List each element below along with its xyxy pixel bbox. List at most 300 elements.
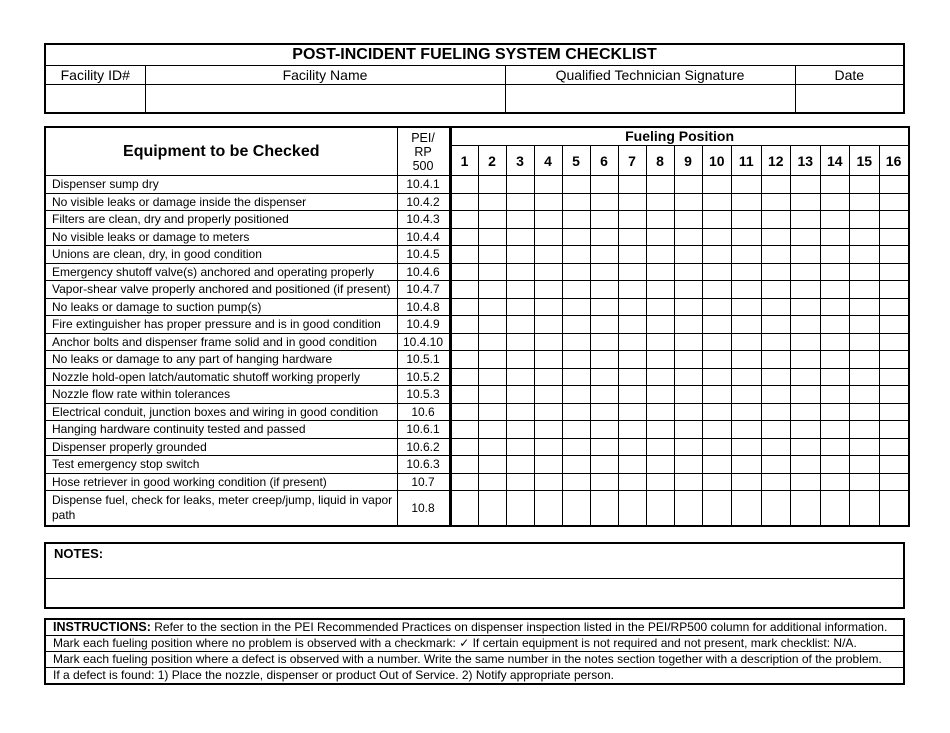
check-cell-position-5[interactable] <box>562 386 590 404</box>
check-cell-position-16[interactable] <box>879 281 909 299</box>
check-cell-position-3[interactable] <box>506 473 534 491</box>
check-cell-position-6[interactable] <box>590 438 618 456</box>
check-cell-position-4[interactable] <box>534 491 562 527</box>
check-cell-position-16[interactable] <box>879 228 909 246</box>
check-cell-position-15[interactable] <box>850 421 880 439</box>
check-cell-position-10[interactable] <box>702 193 732 211</box>
check-cell-position-4[interactable] <box>534 403 562 421</box>
check-cell-position-14[interactable] <box>820 176 850 194</box>
check-cell-position-2[interactable] <box>478 368 506 386</box>
check-cell-position-5[interactable] <box>562 176 590 194</box>
check-cell-position-8[interactable] <box>646 228 674 246</box>
check-cell-position-13[interactable] <box>791 368 821 386</box>
check-cell-position-9[interactable] <box>674 263 702 281</box>
check-cell-position-8[interactable] <box>646 298 674 316</box>
check-cell-position-11[interactable] <box>732 263 762 281</box>
check-cell-position-7[interactable] <box>618 263 646 281</box>
check-cell-position-10[interactable] <box>702 421 732 439</box>
check-cell-position-11[interactable] <box>732 298 762 316</box>
check-cell-position-4[interactable] <box>534 298 562 316</box>
check-cell-position-2[interactable] <box>478 263 506 281</box>
check-cell-position-15[interactable] <box>850 333 880 351</box>
check-cell-position-16[interactable] <box>879 473 909 491</box>
check-cell-position-6[interactable] <box>590 403 618 421</box>
check-cell-position-5[interactable] <box>562 333 590 351</box>
check-cell-position-2[interactable] <box>478 473 506 491</box>
check-cell-position-13[interactable] <box>791 211 821 229</box>
check-cell-position-3[interactable] <box>506 333 534 351</box>
check-cell-position-2[interactable] <box>478 246 506 264</box>
check-cell-position-14[interactable] <box>820 333 850 351</box>
check-cell-position-8[interactable] <box>646 246 674 264</box>
check-cell-position-8[interactable] <box>646 403 674 421</box>
check-cell-position-15[interactable] <box>850 281 880 299</box>
check-cell-position-2[interactable] <box>478 281 506 299</box>
check-cell-position-14[interactable] <box>820 403 850 421</box>
check-cell-position-14[interactable] <box>820 228 850 246</box>
check-cell-position-13[interactable] <box>791 246 821 264</box>
check-cell-position-3[interactable] <box>506 438 534 456</box>
check-cell-position-9[interactable] <box>674 211 702 229</box>
check-cell-position-7[interactable] <box>618 176 646 194</box>
check-cell-position-2[interactable] <box>478 211 506 229</box>
check-cell-position-3[interactable] <box>506 193 534 211</box>
check-cell-position-5[interactable] <box>562 211 590 229</box>
check-cell-position-9[interactable] <box>674 351 702 369</box>
check-cell-position-7[interactable] <box>618 473 646 491</box>
facility-id-field[interactable] <box>45 85 145 114</box>
check-cell-position-9[interactable] <box>674 333 702 351</box>
check-cell-position-12[interactable] <box>761 368 791 386</box>
check-cell-position-4[interactable] <box>534 333 562 351</box>
check-cell-position-13[interactable] <box>791 386 821 404</box>
check-cell-position-6[interactable] <box>590 316 618 334</box>
check-cell-position-2[interactable] <box>478 403 506 421</box>
check-cell-position-6[interactable] <box>590 193 618 211</box>
check-cell-position-5[interactable] <box>562 421 590 439</box>
check-cell-position-11[interactable] <box>732 386 762 404</box>
check-cell-position-1[interactable] <box>450 228 478 246</box>
check-cell-position-1[interactable] <box>450 281 478 299</box>
check-cell-position-3[interactable] <box>506 386 534 404</box>
check-cell-position-13[interactable] <box>791 176 821 194</box>
check-cell-position-7[interactable] <box>618 298 646 316</box>
check-cell-position-16[interactable] <box>879 193 909 211</box>
check-cell-position-5[interactable] <box>562 281 590 299</box>
check-cell-position-7[interactable] <box>618 491 646 527</box>
check-cell-position-16[interactable] <box>879 456 909 474</box>
check-cell-position-2[interactable] <box>478 386 506 404</box>
check-cell-position-1[interactable] <box>450 491 478 527</box>
check-cell-position-3[interactable] <box>506 298 534 316</box>
check-cell-position-13[interactable] <box>791 263 821 281</box>
check-cell-position-9[interactable] <box>674 386 702 404</box>
check-cell-position-7[interactable] <box>618 333 646 351</box>
check-cell-position-3[interactable] <box>506 281 534 299</box>
check-cell-position-15[interactable] <box>850 316 880 334</box>
check-cell-position-7[interactable] <box>618 386 646 404</box>
check-cell-position-1[interactable] <box>450 193 478 211</box>
check-cell-position-9[interactable] <box>674 438 702 456</box>
check-cell-position-1[interactable] <box>450 333 478 351</box>
check-cell-position-3[interactable] <box>506 246 534 264</box>
check-cell-position-12[interactable] <box>761 333 791 351</box>
check-cell-position-11[interactable] <box>732 403 762 421</box>
check-cell-position-9[interactable] <box>674 456 702 474</box>
check-cell-position-13[interactable] <box>791 298 821 316</box>
check-cell-position-12[interactable] <box>761 193 791 211</box>
check-cell-position-6[interactable] <box>590 351 618 369</box>
check-cell-position-14[interactable] <box>820 211 850 229</box>
check-cell-position-4[interactable] <box>534 351 562 369</box>
check-cell-position-2[interactable] <box>478 421 506 439</box>
check-cell-position-14[interactable] <box>820 281 850 299</box>
check-cell-position-13[interactable] <box>791 333 821 351</box>
check-cell-position-10[interactable] <box>702 246 732 264</box>
check-cell-position-11[interactable] <box>732 211 762 229</box>
check-cell-position-9[interactable] <box>674 228 702 246</box>
check-cell-position-14[interactable] <box>820 473 850 491</box>
check-cell-position-6[interactable] <box>590 298 618 316</box>
check-cell-position-13[interactable] <box>791 281 821 299</box>
check-cell-position-2[interactable] <box>478 176 506 194</box>
check-cell-position-16[interactable] <box>879 211 909 229</box>
check-cell-position-14[interactable] <box>820 368 850 386</box>
check-cell-position-15[interactable] <box>850 456 880 474</box>
check-cell-position-10[interactable] <box>702 438 732 456</box>
check-cell-position-4[interactable] <box>534 473 562 491</box>
check-cell-position-12[interactable] <box>761 351 791 369</box>
check-cell-position-1[interactable] <box>450 211 478 229</box>
check-cell-position-12[interactable] <box>761 456 791 474</box>
check-cell-position-10[interactable] <box>702 316 732 334</box>
check-cell-position-8[interactable] <box>646 491 674 527</box>
check-cell-position-14[interactable] <box>820 386 850 404</box>
check-cell-position-9[interactable] <box>674 368 702 386</box>
check-cell-position-12[interactable] <box>761 473 791 491</box>
check-cell-position-2[interactable] <box>478 298 506 316</box>
check-cell-position-10[interactable] <box>702 298 732 316</box>
check-cell-position-1[interactable] <box>450 456 478 474</box>
check-cell-position-5[interactable] <box>562 193 590 211</box>
check-cell-position-6[interactable] <box>590 491 618 527</box>
check-cell-position-4[interactable] <box>534 368 562 386</box>
check-cell-position-10[interactable] <box>702 351 732 369</box>
check-cell-position-16[interactable] <box>879 333 909 351</box>
check-cell-position-13[interactable] <box>791 316 821 334</box>
check-cell-position-8[interactable] <box>646 316 674 334</box>
check-cell-position-2[interactable] <box>478 351 506 369</box>
check-cell-position-4[interactable] <box>534 263 562 281</box>
check-cell-position-2[interactable] <box>478 228 506 246</box>
check-cell-position-8[interactable] <box>646 263 674 281</box>
check-cell-position-15[interactable] <box>850 403 880 421</box>
check-cell-position-6[interactable] <box>590 228 618 246</box>
check-cell-position-6[interactable] <box>590 263 618 281</box>
check-cell-position-2[interactable] <box>478 316 506 334</box>
check-cell-position-10[interactable] <box>702 228 732 246</box>
check-cell-position-13[interactable] <box>791 421 821 439</box>
check-cell-position-16[interactable] <box>879 368 909 386</box>
check-cell-position-16[interactable] <box>879 351 909 369</box>
check-cell-position-15[interactable] <box>850 228 880 246</box>
check-cell-position-14[interactable] <box>820 421 850 439</box>
check-cell-position-8[interactable] <box>646 386 674 404</box>
check-cell-position-14[interactable] <box>820 491 850 527</box>
check-cell-position-6[interactable] <box>590 473 618 491</box>
check-cell-position-11[interactable] <box>732 333 762 351</box>
check-cell-position-16[interactable] <box>879 491 909 527</box>
check-cell-position-11[interactable] <box>732 351 762 369</box>
check-cell-position-11[interactable] <box>732 473 762 491</box>
check-cell-position-10[interactable] <box>702 473 732 491</box>
check-cell-position-12[interactable] <box>761 386 791 404</box>
technician-signature-field[interactable] <box>505 85 795 114</box>
check-cell-position-15[interactable] <box>850 351 880 369</box>
check-cell-position-7[interactable] <box>618 351 646 369</box>
check-cell-position-11[interactable] <box>732 316 762 334</box>
check-cell-position-6[interactable] <box>590 281 618 299</box>
check-cell-position-6[interactable] <box>590 176 618 194</box>
check-cell-position-9[interactable] <box>674 246 702 264</box>
check-cell-position-3[interactable] <box>506 368 534 386</box>
check-cell-position-7[interactable] <box>618 456 646 474</box>
check-cell-position-12[interactable] <box>761 176 791 194</box>
check-cell-position-16[interactable] <box>879 176 909 194</box>
check-cell-position-9[interactable] <box>674 403 702 421</box>
date-field[interactable] <box>795 85 904 114</box>
check-cell-position-9[interactable] <box>674 473 702 491</box>
check-cell-position-14[interactable] <box>820 263 850 281</box>
check-cell-position-3[interactable] <box>506 316 534 334</box>
check-cell-position-14[interactable] <box>820 438 850 456</box>
check-cell-position-4[interactable] <box>534 386 562 404</box>
check-cell-position-4[interactable] <box>534 246 562 264</box>
check-cell-position-8[interactable] <box>646 333 674 351</box>
check-cell-position-7[interactable] <box>618 281 646 299</box>
check-cell-position-8[interactable] <box>646 421 674 439</box>
check-cell-position-2[interactable] <box>478 456 506 474</box>
check-cell-position-15[interactable] <box>850 491 880 527</box>
check-cell-position-9[interactable] <box>674 316 702 334</box>
check-cell-position-10[interactable] <box>702 281 732 299</box>
check-cell-position-10[interactable] <box>702 386 732 404</box>
check-cell-position-5[interactable] <box>562 473 590 491</box>
check-cell-position-13[interactable] <box>791 193 821 211</box>
check-cell-position-13[interactable] <box>791 491 821 527</box>
check-cell-position-5[interactable] <box>562 316 590 334</box>
check-cell-position-14[interactable] <box>820 456 850 474</box>
check-cell-position-8[interactable] <box>646 351 674 369</box>
check-cell-position-12[interactable] <box>761 421 791 439</box>
check-cell-position-3[interactable] <box>506 456 534 474</box>
check-cell-position-15[interactable] <box>850 368 880 386</box>
check-cell-position-15[interactable] <box>850 263 880 281</box>
check-cell-position-12[interactable] <box>761 246 791 264</box>
check-cell-position-6[interactable] <box>590 368 618 386</box>
check-cell-position-10[interactable] <box>702 491 732 527</box>
check-cell-position-5[interactable] <box>562 491 590 527</box>
check-cell-position-11[interactable] <box>732 281 762 299</box>
check-cell-position-9[interactable] <box>674 421 702 439</box>
check-cell-position-14[interactable] <box>820 193 850 211</box>
check-cell-position-15[interactable] <box>850 386 880 404</box>
check-cell-position-9[interactable] <box>674 298 702 316</box>
check-cell-position-10[interactable] <box>702 333 732 351</box>
check-cell-position-4[interactable] <box>534 228 562 246</box>
check-cell-position-7[interactable] <box>618 403 646 421</box>
check-cell-position-13[interactable] <box>791 228 821 246</box>
check-cell-position-6[interactable] <box>590 333 618 351</box>
check-cell-position-3[interactable] <box>506 263 534 281</box>
check-cell-position-3[interactable] <box>506 403 534 421</box>
check-cell-position-2[interactable] <box>478 193 506 211</box>
check-cell-position-4[interactable] <box>534 456 562 474</box>
check-cell-position-11[interactable] <box>732 456 762 474</box>
check-cell-position-15[interactable] <box>850 193 880 211</box>
check-cell-position-12[interactable] <box>761 491 791 527</box>
check-cell-position-14[interactable] <box>820 351 850 369</box>
check-cell-position-6[interactable] <box>590 211 618 229</box>
check-cell-position-3[interactable] <box>506 491 534 527</box>
check-cell-position-14[interactable] <box>820 246 850 264</box>
check-cell-position-1[interactable] <box>450 298 478 316</box>
check-cell-position-1[interactable] <box>450 351 478 369</box>
check-cell-position-1[interactable] <box>450 176 478 194</box>
check-cell-position-8[interactable] <box>646 456 674 474</box>
check-cell-position-14[interactable] <box>820 316 850 334</box>
check-cell-position-7[interactable] <box>618 421 646 439</box>
check-cell-position-2[interactable] <box>478 438 506 456</box>
check-cell-position-11[interactable] <box>732 438 762 456</box>
check-cell-position-8[interactable] <box>646 211 674 229</box>
check-cell-position-4[interactable] <box>534 193 562 211</box>
check-cell-position-7[interactable] <box>618 438 646 456</box>
check-cell-position-6[interactable] <box>590 456 618 474</box>
check-cell-position-5[interactable] <box>562 351 590 369</box>
notes-field[interactable] <box>45 579 904 609</box>
check-cell-position-4[interactable] <box>534 176 562 194</box>
check-cell-position-15[interactable] <box>850 246 880 264</box>
check-cell-position-12[interactable] <box>761 228 791 246</box>
check-cell-position-10[interactable] <box>702 403 732 421</box>
check-cell-position-2[interactable] <box>478 491 506 527</box>
check-cell-position-7[interactable] <box>618 211 646 229</box>
check-cell-position-5[interactable] <box>562 228 590 246</box>
check-cell-position-15[interactable] <box>850 438 880 456</box>
check-cell-position-6[interactable] <box>590 421 618 439</box>
check-cell-position-1[interactable] <box>450 263 478 281</box>
check-cell-position-10[interactable] <box>702 368 732 386</box>
check-cell-position-13[interactable] <box>791 403 821 421</box>
check-cell-position-13[interactable] <box>791 456 821 474</box>
check-cell-position-13[interactable] <box>791 438 821 456</box>
check-cell-position-9[interactable] <box>674 176 702 194</box>
check-cell-position-11[interactable] <box>732 491 762 527</box>
check-cell-position-3[interactable] <box>506 228 534 246</box>
check-cell-position-6[interactable] <box>590 386 618 404</box>
facility-name-field[interactable] <box>145 85 505 114</box>
check-cell-position-7[interactable] <box>618 246 646 264</box>
check-cell-position-1[interactable] <box>450 386 478 404</box>
check-cell-position-10[interactable] <box>702 456 732 474</box>
check-cell-position-1[interactable] <box>450 421 478 439</box>
check-cell-position-5[interactable] <box>562 403 590 421</box>
check-cell-position-12[interactable] <box>761 316 791 334</box>
check-cell-position-3[interactable] <box>506 351 534 369</box>
check-cell-position-14[interactable] <box>820 298 850 316</box>
check-cell-position-1[interactable] <box>450 473 478 491</box>
check-cell-position-12[interactable] <box>761 281 791 299</box>
check-cell-position-1[interactable] <box>450 368 478 386</box>
check-cell-position-12[interactable] <box>761 403 791 421</box>
check-cell-position-12[interactable] <box>761 211 791 229</box>
check-cell-position-16[interactable] <box>879 438 909 456</box>
check-cell-position-1[interactable] <box>450 403 478 421</box>
check-cell-position-3[interactable] <box>506 421 534 439</box>
check-cell-position-16[interactable] <box>879 263 909 281</box>
check-cell-position-13[interactable] <box>791 351 821 369</box>
check-cell-position-4[interactable] <box>534 281 562 299</box>
check-cell-position-12[interactable] <box>761 263 791 281</box>
check-cell-position-11[interactable] <box>732 368 762 386</box>
check-cell-position-11[interactable] <box>732 193 762 211</box>
check-cell-position-11[interactable] <box>732 228 762 246</box>
check-cell-position-4[interactable] <box>534 438 562 456</box>
check-cell-position-5[interactable] <box>562 298 590 316</box>
check-cell-position-5[interactable] <box>562 263 590 281</box>
check-cell-position-8[interactable] <box>646 281 674 299</box>
check-cell-position-16[interactable] <box>879 298 909 316</box>
check-cell-position-15[interactable] <box>850 211 880 229</box>
check-cell-position-7[interactable] <box>618 316 646 334</box>
check-cell-position-12[interactable] <box>761 438 791 456</box>
check-cell-position-13[interactable] <box>791 473 821 491</box>
check-cell-position-11[interactable] <box>732 246 762 264</box>
check-cell-position-15[interactable] <box>850 176 880 194</box>
check-cell-position-4[interactable] <box>534 316 562 334</box>
check-cell-position-7[interactable] <box>618 228 646 246</box>
check-cell-position-16[interactable] <box>879 316 909 334</box>
check-cell-position-8[interactable] <box>646 438 674 456</box>
check-cell-position-5[interactable] <box>562 368 590 386</box>
check-cell-position-16[interactable] <box>879 386 909 404</box>
check-cell-position-8[interactable] <box>646 193 674 211</box>
check-cell-position-16[interactable] <box>879 403 909 421</box>
check-cell-position-2[interactable] <box>478 333 506 351</box>
check-cell-position-15[interactable] <box>850 473 880 491</box>
check-cell-position-16[interactable] <box>879 421 909 439</box>
check-cell-position-1[interactable] <box>450 438 478 456</box>
check-cell-position-10[interactable] <box>702 176 732 194</box>
check-cell-position-7[interactable] <box>618 193 646 211</box>
check-cell-position-4[interactable] <box>534 211 562 229</box>
check-cell-position-9[interactable] <box>674 281 702 299</box>
check-cell-position-7[interactable] <box>618 368 646 386</box>
check-cell-position-11[interactable] <box>732 176 762 194</box>
check-cell-position-8[interactable] <box>646 473 674 491</box>
check-cell-position-5[interactable] <box>562 438 590 456</box>
check-cell-position-5[interactable] <box>562 456 590 474</box>
check-cell-position-10[interactable] <box>702 263 732 281</box>
check-cell-position-4[interactable] <box>534 421 562 439</box>
check-cell-position-16[interactable] <box>879 246 909 264</box>
check-cell-position-3[interactable] <box>506 176 534 194</box>
check-cell-position-8[interactable] <box>646 368 674 386</box>
check-cell-position-9[interactable] <box>674 193 702 211</box>
check-cell-position-15[interactable] <box>850 298 880 316</box>
check-cell-position-9[interactable] <box>674 491 702 527</box>
